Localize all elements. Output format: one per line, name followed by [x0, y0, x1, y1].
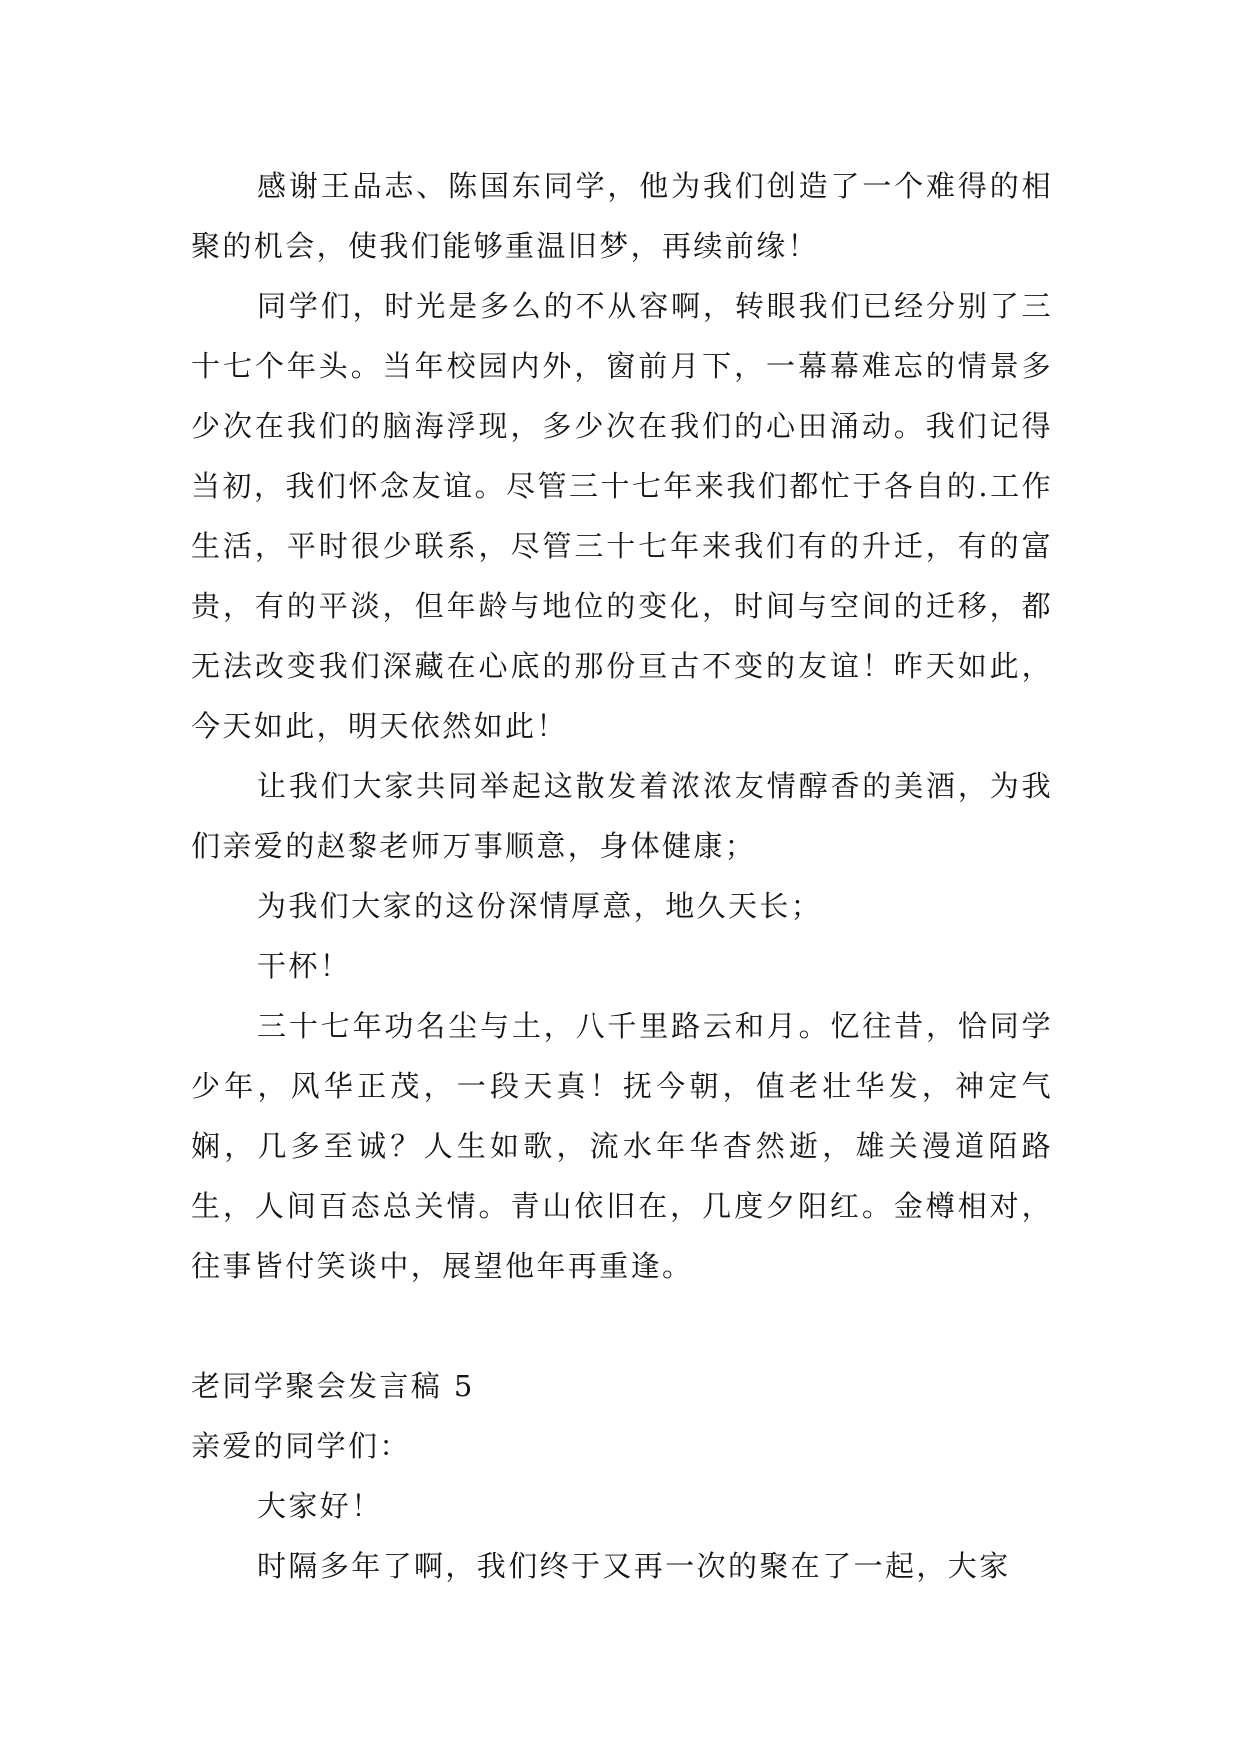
paragraph-thanks: 感谢王品志、陈国东同学，他为我们创造了一个难得的相聚的机会，使我们能够重温旧梦，再续前缘！ — [191, 169, 1053, 263]
salutation: 亲爱的同学们： — [191, 1429, 411, 1463]
paragraph-friendship: 为我们大家的这份深情厚意，地久天长； — [257, 889, 823, 923]
greeting: 大家好！ — [257, 1489, 383, 1523]
paragraph-memories: 同学们，时光是多么的不从容啊，转眼我们已经分别了三十七个年头。当年校园内外，窗前月下，一幕幕难忘的情景多少次在我们的脑海浮现，多少次在我们的心田涌动。我们记得当初，我们怀念友谊。尽管三十七年来我们都忙于各自的.工作生活，平时很少联系，尽管三十七年来我们有的升迁，有的富贵，有的平淡，但年龄与地位的变化，时间与空间的迁移，都无法改变我们深藏在心底的那份亘古不变的友谊！昨天如此，今天如此，明天依然如此！ — [191, 289, 1053, 743]
paragraph-cheers: 干杯！ — [257, 949, 352, 983]
section-title: 老同学聚会发言稿 5 — [191, 1369, 475, 1403]
paragraph-reunion: 时隔多年了啊，我们终于又再一次的聚在了一起，大家 — [257, 1549, 1011, 1583]
paragraph-toast: 让我们大家共同举起这散发着浓浓友情醇香的美酒，为我们亲爱的赵黎老师万事顺意，身体健康； — [191, 769, 1053, 863]
document-body — [191, 156, 1053, 1596]
paragraph-poem: 三十七年功名尘与土，八千里路云和月。忆往昔，恰同学少年，风华正茂，一段天真！抚今朝，值老壮华发，神定气娴，几多至诚？人生如歌，流水年华杳然逝，雄关漫道陌路生，人间百态总关情。青山依旧在，几度夕阳红。金樽相对，往事皆付笑谈中，展望他年再重逢。 — [191, 1009, 1053, 1283]
